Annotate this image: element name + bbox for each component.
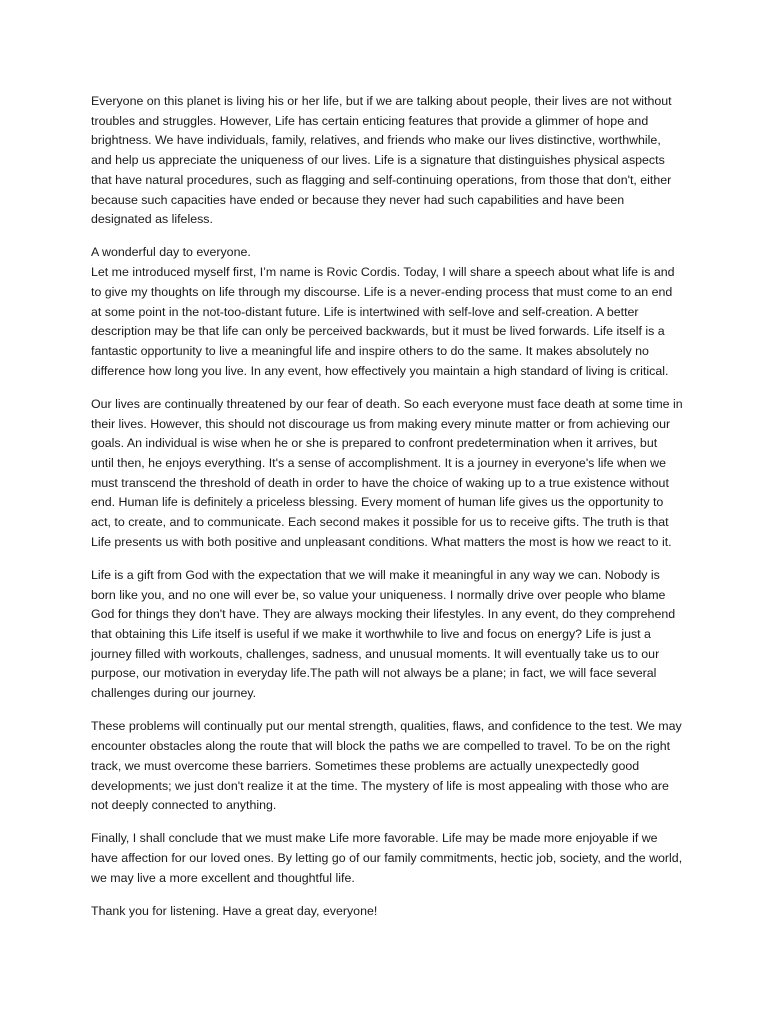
paragraph-speech-opening bbox=[91, 243, 683, 381]
paragraph-problems: These problems will continually put our mental strength, qualities, flaws, and confidence to the test. We may encounter obstacles along the route that will block the paths we are compelled to travel. To be on the right track, we must overcome these barriers. Sometimes these problems are actually unexpectedly good developments; we just don't realize it at the time. The mystery of life is most appealing with those who are not deeply connected to anything. bbox=[91, 719, 682, 813]
paragraph-intro: Everyone on this planet is living his or her life, but if we are talking about people, their lives are not without troubles and struggles. However, Life has certain enticing features that provide a glimmer of hope and brightness. We have individuals, family, relatives, and friends who make our lives distinctive, worthwhile, and help us appreciate the uniqueness of our lives. Life is a signature that distinguishes physical aspects that have natural procedures, such as flagging and self-continuing operations, from those that don't, either because such capacities have ended or because they never had such capabilities and have been designated as lifeless. bbox=[91, 94, 672, 227]
paragraph-conclusion: Finally, I shall conclude that we must make Life more favorable. Life may be made more enjoyable if we have affection for our loved ones. By letting go of our family commitments, hectic job, society, and the world, we may live a more excellent and thoughtful life. bbox=[91, 831, 683, 885]
introduction-text: Let me introduced myself first, I’m name is Rovic Cordis. Today, I will share a speech about what life is and to give my thoughts on life through my discourse. Life is a never-ending process that must come to an end at some point in the not-too-distant future. Life is intertwined with self-love and self-creation. A better description may be that life can only be perceived backwards, but it must be lived forwards. Life itself is a fantastic opportunity to live a meaningful life and inspire others to do the same. It makes absolutely no difference how long you live. In any event, how effectively you maintain a high standard of living is critical. bbox=[91, 265, 675, 378]
document-body bbox=[91, 92, 683, 935]
greeting-line: A wonderful day to everyone. bbox=[91, 245, 251, 260]
paragraph-gift-from-god: Life is a gift from God with the expectation that we will make it meaningful in any way we can. Nobody is born like you, and no one will ever be, so value your uniqueness. I normally drive over people who blame God for things they don't have. They are always mocking their lifestyles. In any event, do they comprehend that obtaining this Life itself is useful if we make it worthwhile to live and focus on energy? Life is just a journey filled with workouts, challenges, sadness, and unusual moments. It will eventually take us to our purpose, our motivation in everyday life.The path will not always be a plane; in fact, we will face several challenges during our journey. bbox=[91, 567, 676, 701]
paragraph-closing: Thank you for listening. Have a great day, everyone! bbox=[91, 904, 378, 919]
paragraph-fear-of-death: Our lives are continually threatened by our fear of death. So each everyone must face death at some time in their lives. However, this should not discourage us from making every minute matter or from achieving our goals. An individual is wise when he or she is prepared to confront predetermination when it arrives, but until then, he enjoys everything. It's a sense of accomplishment. It is a journey in everyone's life when we must transcend the threshold of death in order to have the choice of waking up to a true existence without end. Human life is definitely a priceless blessing. Every moment of human life gives us the opportunity to act, to create, and to communicate. Each second makes it possible for us to receive gifts. The truth is that Life presents us with both positive and unpleasant conditions. What matters the most is how we react to it. bbox=[91, 396, 683, 549]
